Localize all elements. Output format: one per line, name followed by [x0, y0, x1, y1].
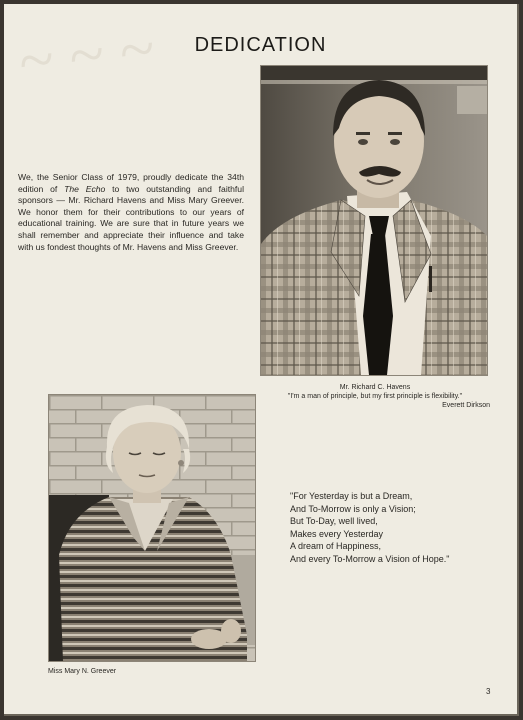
havens-caption — [260, 383, 490, 410]
page-title: DEDICATION — [194, 34, 327, 56]
dedication-paragraph — [18, 172, 244, 253]
poem-line: But To-Day, well lived, — [290, 516, 378, 527]
yearbook-title: The Echo — [64, 183, 106, 194]
poem-line: Makes every Yesterday — [290, 528, 384, 539]
dedication-text-part1: We, the Senior Class of 1979, proudly dedicate the 34th edition of — [18, 172, 244, 194]
background-bleed-through-script: ~ ~ ~ — [14, 12, 158, 97]
havens-caption-quote: "I'm a man of principle, but my first principle is flexibility." — [287, 393, 463, 400]
poem-line: "For Yesterday is but a Dream, — [290, 491, 413, 501]
photo-richard-havens — [260, 65, 488, 376]
photo-mary-greever-image — [49, 395, 255, 661]
background-bleed-through-letters — [34, 659, 51, 710]
photo-richard-havens-image — [261, 66, 487, 375]
dedication-text-part2: to two outstanding and faithful sponsors — Mr. Richard Havens and Miss Mary Greever. We honor them for their contributions to our years of educational training. We are sure that in future years we shall remember and appreciate their influence and take with us fondest thoughts of Mr. Havens and Miss Greever. — [18, 183, 244, 252]
poem-line: A dream of Happiness, — [290, 541, 382, 552]
yearbook-page — [4, 4, 519, 716]
greever-caption: Miss Mary N. Greever — [48, 668, 117, 675]
page-number: 3 — [486, 687, 491, 696]
poem-line: And every To-Morrow a Vision of Hope." — [290, 553, 450, 564]
poem — [290, 490, 500, 566]
poem-line: And To-Morrow is only a Vision; — [290, 503, 416, 514]
havens-caption-name: Mr. Richard C. Havens — [339, 384, 411, 391]
photo-mary-greever — [48, 394, 256, 662]
havens-caption-attribution: Everett Dirkson — [442, 402, 490, 409]
